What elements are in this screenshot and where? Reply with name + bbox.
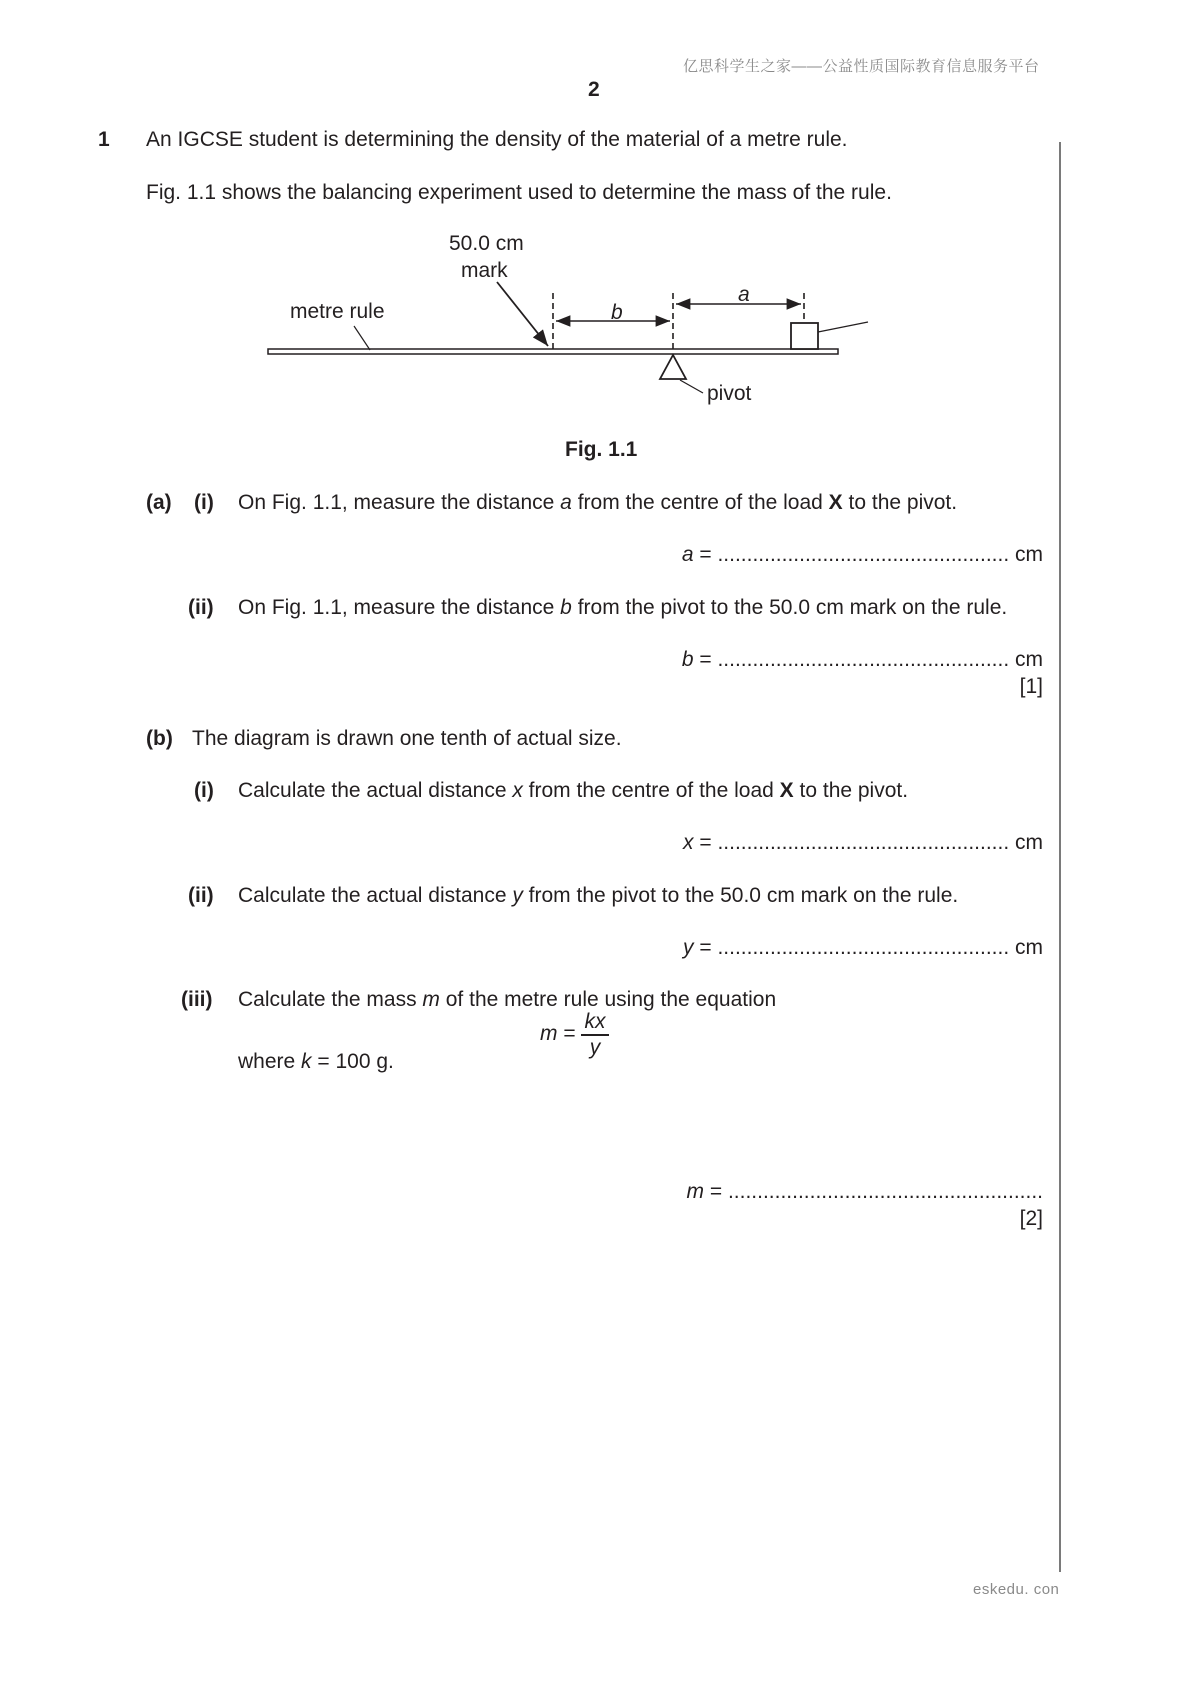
part-b-marks: [2]	[1019, 1207, 1043, 1230]
part-b-i-label: (i)	[194, 779, 214, 802]
part-a-i-answer-line[interactable]: a = .................................................. cm	[681, 543, 1043, 566]
watermark-top: 亿思科学生之家——公益性质国际教育信息服务平台	[683, 58, 1040, 75]
load-x-box	[791, 323, 818, 349]
where-k-statement: where k = 100 g.	[238, 1050, 394, 1073]
equation-lhs: m =	[540, 1022, 576, 1045]
part-b-i-answer-line[interactable]: x = .................................................. cm	[683, 831, 1043, 854]
part-a-ii-answer-line[interactable]: b = .................................................. cm	[681, 648, 1043, 671]
part-a-i-label: (i)	[194, 491, 214, 514]
part-b-ii-label: (ii)	[188, 884, 214, 907]
part-a-i-question: On Fig. 1.1, measure the distance a from the centre of the load X to the pivot.	[238, 491, 958, 514]
load-leader	[818, 322, 868, 332]
question-intro-1: An IGCSE student is determining the density of the material of a metre rule.	[146, 128, 848, 151]
part-a-ii-label: (ii)	[188, 596, 214, 619]
figure-1-1	[0, 0, 1191, 470]
part-b-label: (b)	[146, 727, 173, 750]
part-b-ii-question: Calculate the actual distance y from the pivot to the 50.0 cm mark on the rule.	[238, 884, 959, 907]
metre-rule-leader	[354, 326, 370, 350]
label-mark-line2: mark	[461, 259, 508, 282]
label-mark-line1: 50.0 cm	[449, 232, 524, 255]
label-b: b	[611, 301, 623, 324]
part-b-iii-answer-line[interactable]: m = ......................................................	[686, 1180, 1043, 1203]
watermark-bottom: eskedu. con	[973, 1581, 1060, 1598]
part-a-ii-question: On Fig. 1.1, measure the distance b from the pivot to the 50.0 cm mark on the rule.	[238, 596, 1008, 619]
metre-rule-shape	[268, 349, 838, 354]
equation-denominator: y	[589, 1035, 601, 1059]
figure-caption: Fig. 1.1	[565, 438, 638, 461]
question-intro-2: Fig. 1.1 shows the balancing experiment used to determine the mass of the rule.	[146, 181, 892, 204]
label-pivot: pivot	[707, 382, 752, 405]
part-a-marks: [1]	[1019, 675, 1043, 698]
part-b-i-question: Calculate the actual distance x from the centre of the load X to the pivot.	[238, 779, 909, 802]
pivot-leader	[680, 380, 703, 393]
part-a-label: (a)	[146, 491, 172, 514]
label-metre-rule: metre rule	[290, 300, 385, 323]
part-b-iii-question: Calculate the mass m of the metre rule using the equation	[238, 988, 777, 1011]
page-number: 2	[588, 78, 600, 101]
mark-pointer-arrow	[497, 282, 548, 346]
label-a: a	[738, 283, 750, 306]
question-number: 1	[98, 128, 110, 151]
equation-numerator: kx	[584, 1010, 606, 1033]
equation-fraction	[581, 1010, 609, 1060]
part-b-intro: The diagram is drawn one tenth of actual size.	[192, 727, 622, 750]
pivot-triangle	[660, 355, 686, 379]
part-b-iii-label: (iii)	[181, 988, 213, 1011]
part-b-ii-answer-line[interactable]: y = .................................................. cm	[683, 936, 1043, 959]
